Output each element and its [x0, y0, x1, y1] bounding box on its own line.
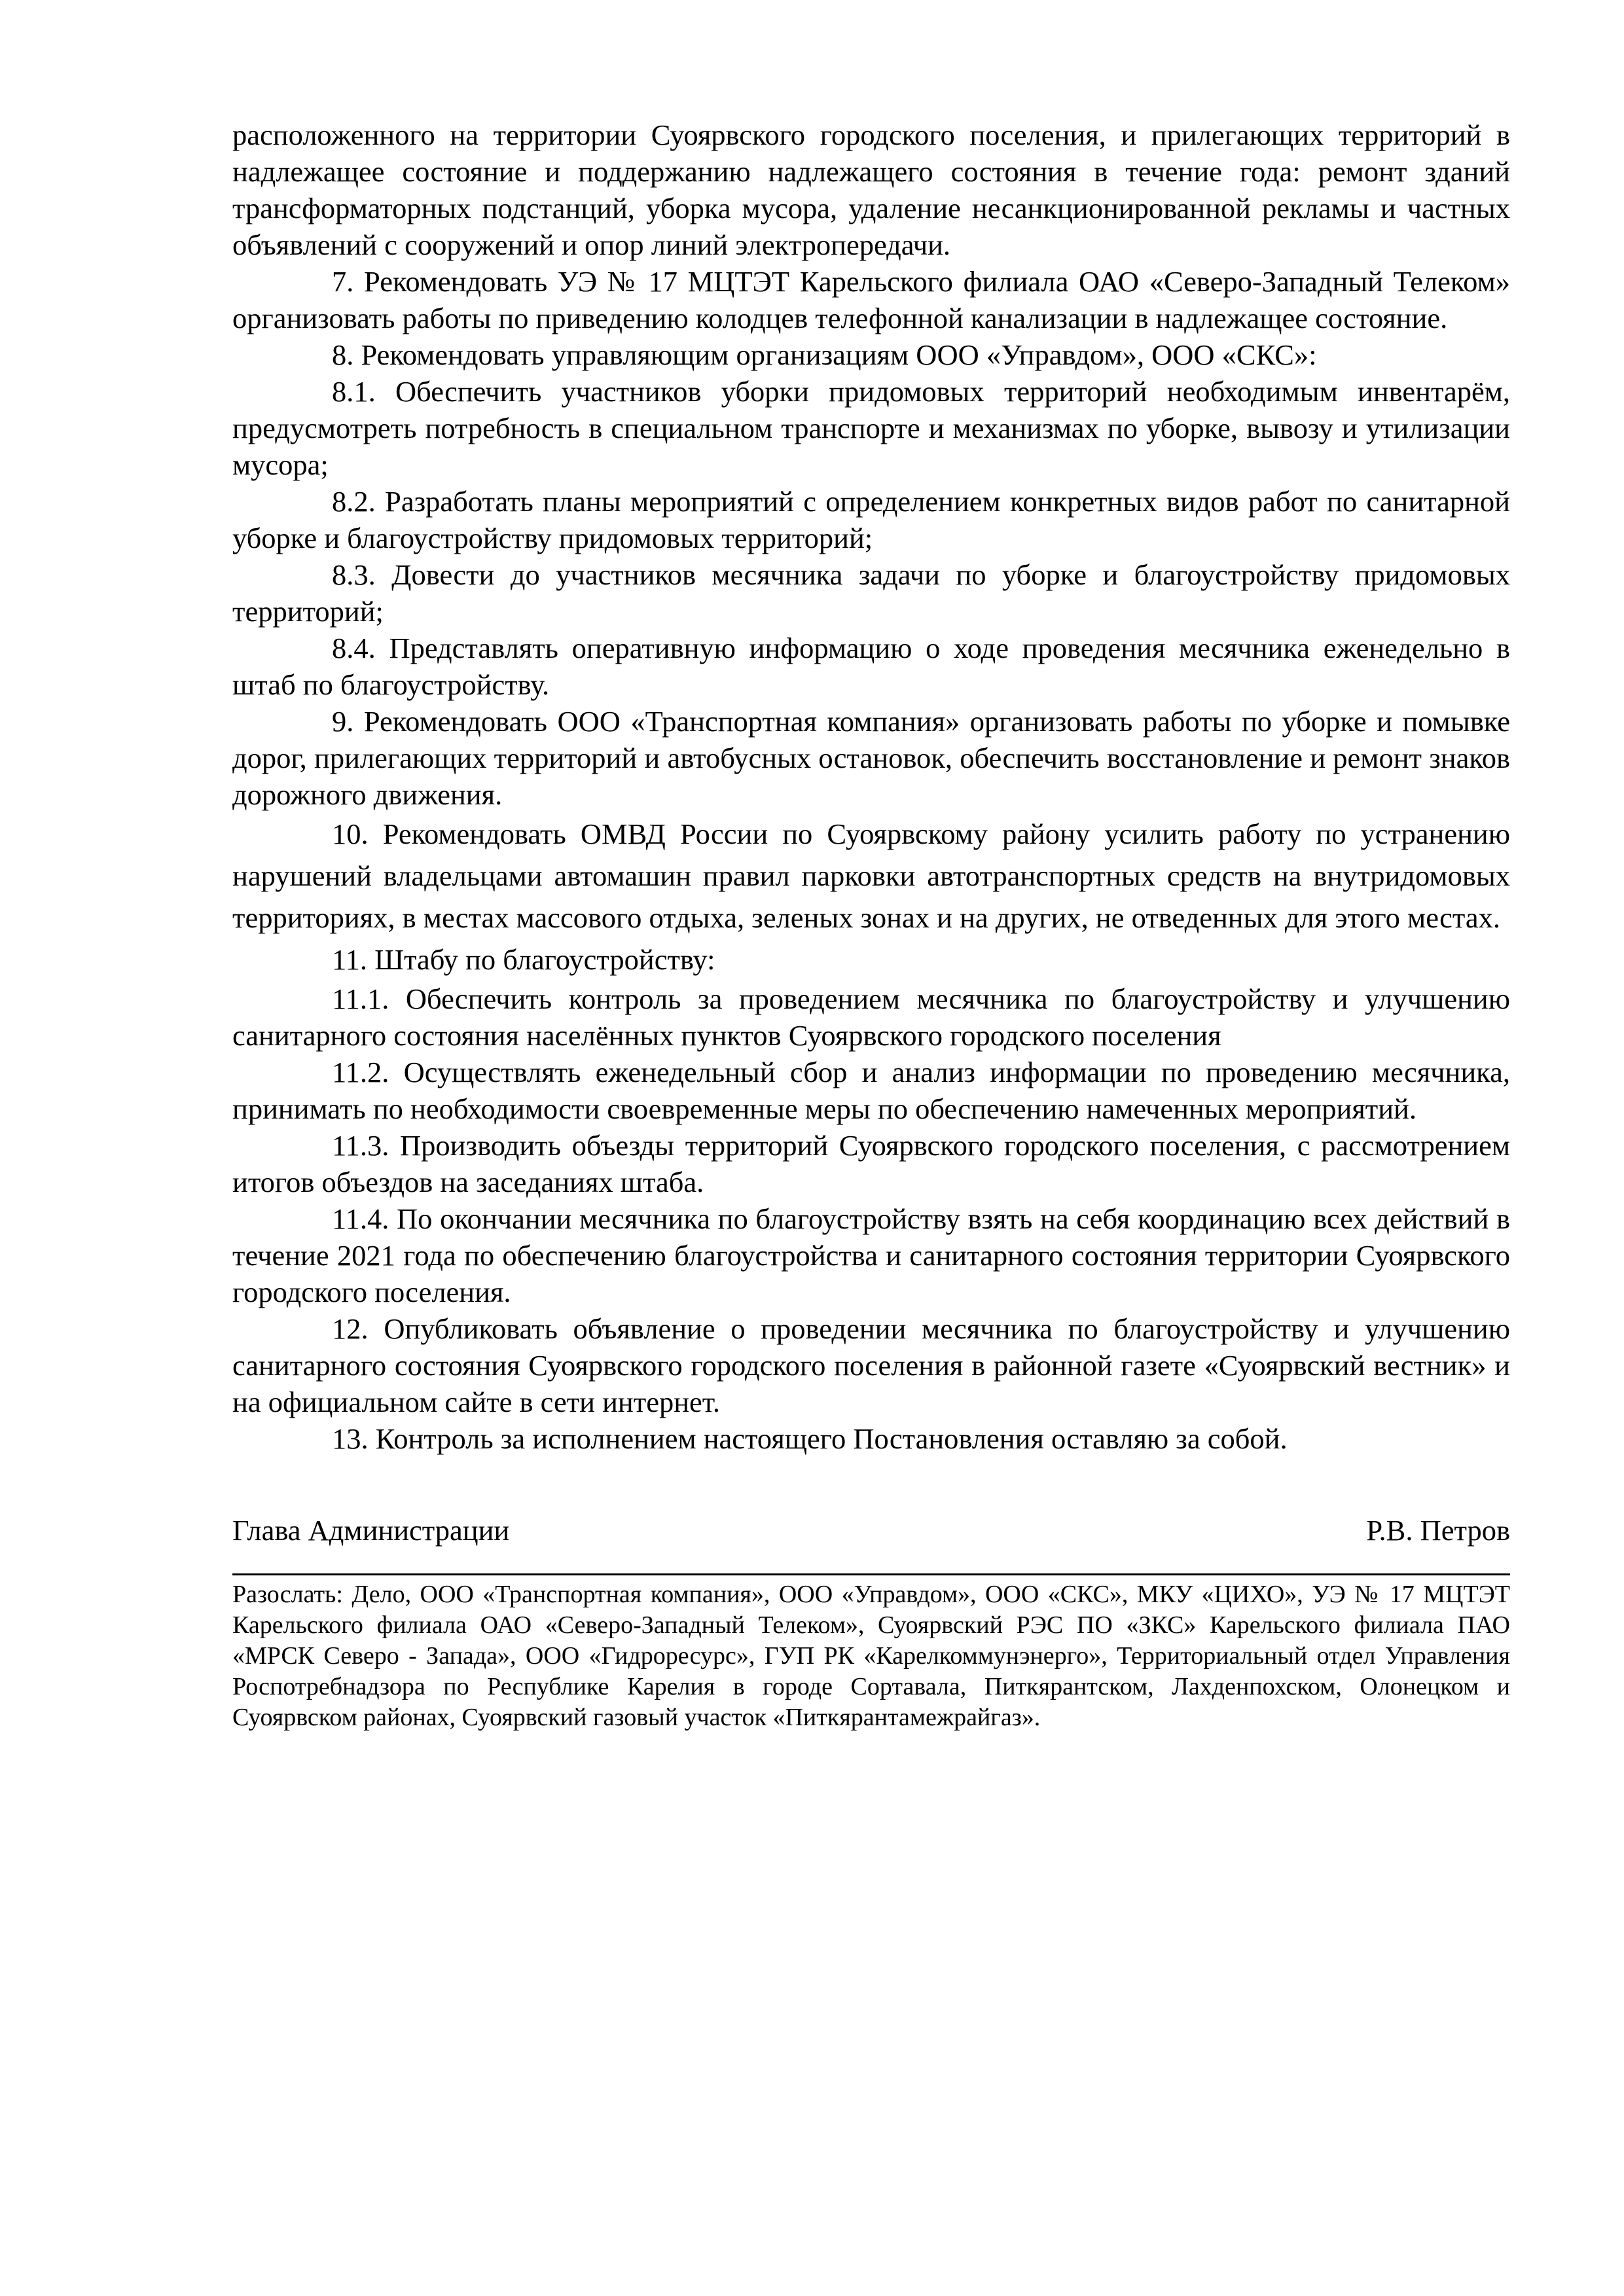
- paragraph-11: 11. Штабу по благоустройству:: [332, 943, 715, 976]
- paragraph-8-3: 8.3. Довести до участников месячника задачи по уборке и благоустройству придомовых территорий;: [232, 558, 1510, 628]
- paragraph-8: 8. Рекомендовать управляющим организациям ООО «Управдом», ООО «СКС»:: [332, 338, 1317, 371]
- paragraph-8-2: 8.2. Разработать планы мероприятий с определением конкретных видов работ по санитарной уборке и благоустройству придомовых территорий;: [232, 485, 1510, 554]
- document-body: [232, 117, 1510, 1457]
- paragraph-9: 9. Рекомендовать ООО «Транспортная компания» организовать работы по уборке и помывке дорог, прилегающих территорий и автобусных остановок, обеспечить восстановление и ремонт знаков дорожного движения.: [232, 705, 1510, 811]
- paragraph-13: 13. Контроль за исполнением настоящего Постановления оставляю за собой.: [332, 1422, 1288, 1455]
- paragraph-7: 7. Рекомендовать УЭ № 17 МЦТЭТ Карельского филиала ОАО «Северо-Западный Телеком» организовать работы по приведению колодцев телефонной канализации в надлежащее состояние.: [232, 265, 1510, 334]
- paragraph-continuation: расположенного на территории Суоярвского городского поселения, и прилегающих территорий в надлежащее состояние и поддержанию надлежащего состояния в течение года: ремонт зданий трансформаторных подстанций, уборка мусора, удаление несанкционированной рекламы и частных объявлений с сооружений и опор линий электропередачи.: [232, 118, 1510, 261]
- document-page: [232, 117, 1510, 1758]
- divider-line: [232, 1573, 1510, 1575]
- signatory-name: Р.В. Петров: [1366, 1514, 1510, 1547]
- paragraph-11-4: 11.4. По окончании месячника по благоустройству взять на себя координацию всех действий в течение 2021 года по обеспечению благоустройства и санитарного состояния территории Суоярвского городского поселения.: [232, 1202, 1510, 1308]
- paragraph-11-2: 11.2. Осуществлять еженедельный сбор и анализ информации по проведению месячника, принимать по необходимости своевременные меры по обеспечению намеченных мероприятий.: [232, 1056, 1510, 1125]
- paragraph-11-3: 11.3. Производить объезды территорий Суоярвского городского поселения, с рассмотрением итогов объездов на заседаниях штаба.: [232, 1129, 1510, 1198]
- paragraph-10: 10. Рекомендовать ОМВД России по Суоярвскому району усилить работу по устранению нарушений владельцами автомашин правил парковки автотранспортных средств на внутридомовых территориях, в местах массового отдыха, зеленых зонах и на других, не отведенных для этого местах.: [232, 817, 1510, 934]
- signature-block: [232, 1512, 1510, 1549]
- paragraph-12: 12. Опубликовать объявление о проведении месячника по благоустройству и улучшению санитарного состояния Суоярвского городского поселения в районной газете «Суоярвский вестник» и на официальном сайте в сети интернет.: [232, 1312, 1510, 1418]
- paragraph-8-4: 8.4. Представлять оперативную информацию о ходе проведения месячника еженедельно в штаб по благоустройству.: [232, 632, 1510, 701]
- paragraph-11-1: 11.1. Обеспечить контроль за проведением месячника по благоустройству и улучшению санитарного состояния населённых пунктов Суоярвского городского поселения: [232, 982, 1510, 1052]
- distribution-list: Разослать: Дело, ООО «Транспортная компания», ООО «Управдом», ООО «СКС», МКУ «ЦИХО», УЭ № 17 МЦТЭТ Карельского филиала ОАО «Северо-Западный Телеком», Суоярвский РЭС ПО «ЗКС» Карельского филиала ПАО «МРСК Северо - Запада», ООО «Гидроресурс», ГУП РК «Карелкоммунэнерго», Территориальный отдел Управления Роспотребнадзора по Республике Карелия в городе Сортавала, Питкярантском, Лахденпохском, Олонецком и Суоярвском районах, Суоярвский газовый участок «Питкярантамежрайгаз».: [232, 1581, 1510, 1731]
- signatory-position: Глава Администрации: [232, 1514, 510, 1547]
- paragraph-8-1: 8.1. Обеспечить участников уборки придомовых территорий необходимым инвентарём, предусмотреть потребность в специальном транспорте и механизмах по уборке, вывозу и утилизации мусора;: [232, 375, 1510, 481]
